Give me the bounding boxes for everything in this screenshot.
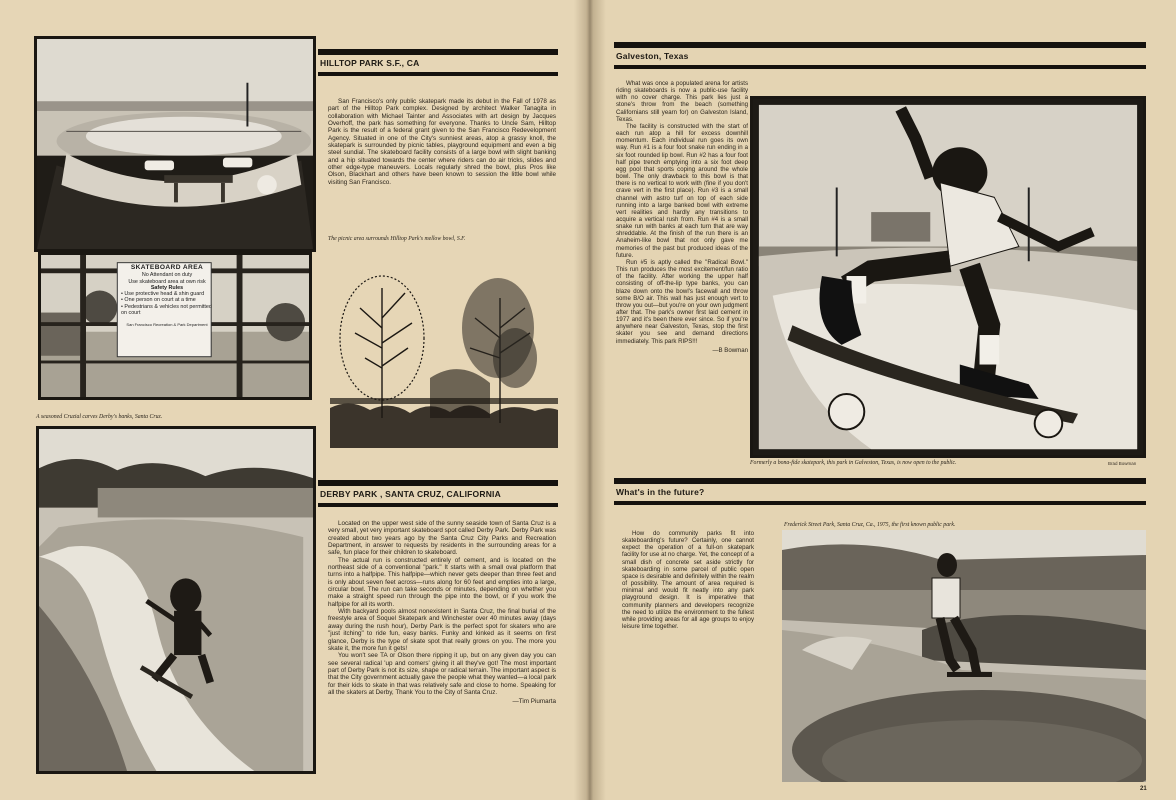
hilltop-article (328, 98, 556, 186)
derby-title: DERBY PARK , SANTA CRUZ, CALIFORNIA (320, 489, 501, 499)
skateboard-sign (121, 265, 213, 329)
right-page (590, 0, 1176, 800)
galveston-article (616, 80, 748, 354)
galveston-caption: Formerly a bona-fide skatepark, this park in Galveston, Texas, is now open to the public. (750, 460, 957, 466)
galveston-photo-credit: Brad Bowman (1108, 461, 1137, 466)
hilltop-caption: The picnic area surrounds Hilltop Park's mellow bowl, S.F. (328, 236, 466, 242)
header-rule (318, 72, 558, 76)
sign-line: Use skateboard area at own risk (128, 278, 206, 285)
galveston-header (614, 42, 1146, 69)
galveston-paragraph: The facility is constructed with the start of each run atop a hill for excess downhill momentum. Each individual run goes its own way. Run #1 is a four foot snake run ending in a six foot rounded lip bowl. Run #2 has a four foot half pipe trench emptying into a six foot deep egg pool that sports coping around the whole bowl. The only drawback to this bowl is that there is no vertical to work with (fine if you don't crave vert in the first place). Run #3 is a small channel with astro turf on top of each side running into a large banked bowl with extreme vert realities and hardly any transitions to acquire a vertical rush from. Run #4 is a small snake run with banks at each turn that are way shreddable. At the finish of the run there is an Anaheim-like bowl that not only gave me memories of the past but produced ideas of the future. (616, 122, 748, 259)
derby-paragraph: You won't see TA or Olson there ripping it up, but on any given day you can see several radical 'up and comers' giving it all they've got! The most important part of Derby Park is not its size, shape or radical terrain. The important aspect is that the City government actually gave the people what they wanted—a local park for their kids to skate in that was relatively safe and close to home. Speaking for all the skaters at Derby, Thank You to the City of Santa Cruz. (328, 652, 556, 696)
future-article (622, 530, 754, 630)
derby-paragraph: The actual run is constructed entirely of cement, and is located on the northeast side of a conventional "park." It starts with a small oval platform that turns into a halfpipe. This halfpipe—which never gets deeper than three feet and is only about seven feet across—runs along for 60 feet and empties into a large, circular bowl. The run can take seconds or minutes, depending on whether you make a straight speed run through the pipe into the bowl, or if you work the halfpipe for all its worth. (328, 556, 556, 608)
skateboard-sign-photo (38, 252, 312, 400)
sign-heading: SKATEBOARD AREA (130, 264, 204, 271)
galveston-paragraph: What was once a populated arena for artists riding skateboards is now a public-use facility with no cover charge. This park lies just a stone's throw from the beach (something Californians still yearn for) on Galveston Island, Texas. (616, 80, 748, 123)
derby-header (318, 480, 558, 507)
sign-rule: • Pedestrians & vehicles not permitted on court (121, 303, 212, 317)
sign-line: No Attendant on duty (141, 272, 193, 279)
galveston-title: Galveston, Texas (616, 51, 689, 61)
header-rule (614, 501, 1146, 505)
derby-park-photo (36, 426, 316, 774)
derby-byline: —Tim Piumarta (512, 698, 556, 706)
future-title: What's in the future? (616, 487, 705, 497)
left-page (0, 0, 586, 800)
hilltop-park-photo (34, 36, 316, 252)
sign-footer: San Francisco Recreation & Park Department (126, 322, 208, 328)
sign-rule: • Use protective head & shin guard (121, 291, 205, 298)
frederick-caption: Frederick Street Park, Santa Cruz, Ca., 1975, the first known public park. (784, 522, 956, 528)
sign-line: Safety Rules (150, 284, 184, 291)
future-header (614, 478, 1146, 505)
derby-article (328, 520, 556, 706)
sign-rule: • One person on court at a time (121, 297, 196, 304)
galveston-paragraph: Run #5 is aptly called the "Radical Bowl." This run produces the most excitement/fun ratio of the facility. After working the upper half consisting of off-the-lip type banks, you can blaze down onto the bowl's facewall and throw some B/O air. This wall has just enough vert to throw you out—but you're on your own judgment after that. The park's owner first laid cement in 1977 and it's been there ever since. So if you're anywhere near Galveston, Texas, stop the first skater you see and demand directions immediately. This park RIPS!!! (616, 258, 748, 345)
derby-photo-caption: A seasoned Cruzial carves Derby's banks, Santa Cruz. (36, 414, 163, 420)
frederick-park-photo (782, 530, 1146, 782)
page-number: 21 (1140, 786, 1147, 792)
hilltop-title: HILLTOP PARK S.F., CA (320, 58, 420, 68)
future-body: How do community parks fit into skateboarding's future? Certainly, one cannot expect the operation of a full-on skatepark facility for use at no charge. Yet, the concept of a small dish of concrete set aside strictly for skateboarding in some parcel of public open space is desirable and definitely within the realm of possibility. The amount of area required is minimal and would fit neatly into any park playground design. It is imperative that community planners and developers recognize the need to utilize the environment to the fullest while providing areas for all age groups to enjoy leisure time together. (622, 530, 754, 631)
binding-gutter (574, 0, 606, 800)
derby-paragraph: With backyard pools almost nonexistent in Santa Cruz, the final burial of the freestyle area of Soquel Skatepark and Winchester over 40 minutes away (days away during the rush hour), Derby Park is the perfect spot for skaters who are "just itching" to ride fun, easy banks. Funky and kinked as it seems on first glance, Derby is the type of skate spot that really grows on you. The more you skate it, the more fun it gets! (328, 608, 556, 652)
derby-paragraph: Located on the upper west side of the sunny seaside town of Santa Cruz is a very small, yet very important skateboard spot called Derby Park. Derby Park was created about two years ago by the Santa Cruz City Parks and Recreation Department, in answer to requests by residents in the surrounding areas for a safe, fun place for their children to skateboard. (328, 520, 556, 557)
galveston-byline: —B Bowman (712, 346, 748, 354)
hilltop-body: San Francisco's only public skatepark made its debut in the Fall of 1978 as part of the Hilltop Park complex. Designed by architect Walker Tanagita in collaboration with Michael Tainter and Associates with art design by Jacques Overhoff, the park has something for everyone. Thanks to Uncle Sam, Hilltop Park is the result of a federal grant given to the San Francisco Redevelopment Agency. Situated in one of the City's sunniest areas, atop a grassy knoll, the skatepark is surrounded by picnic tables, playground equipment and even a big steel sundial. The skateboard facility consists of a large bowl with slight banking and a hip situated towards the center where riders can do air tricks, slides and other edge-type maneuvers. Locals regularly shred the bowl, plus Pros like Olson, Blackhart and others have been known to session the little bowl while visiting San Francisco. (328, 98, 556, 186)
trees-illustration (330, 248, 558, 454)
header-rule (614, 65, 1146, 69)
hilltop-header (318, 49, 558, 76)
galveston-skater-photo (750, 96, 1146, 458)
header-rule (318, 503, 558, 507)
